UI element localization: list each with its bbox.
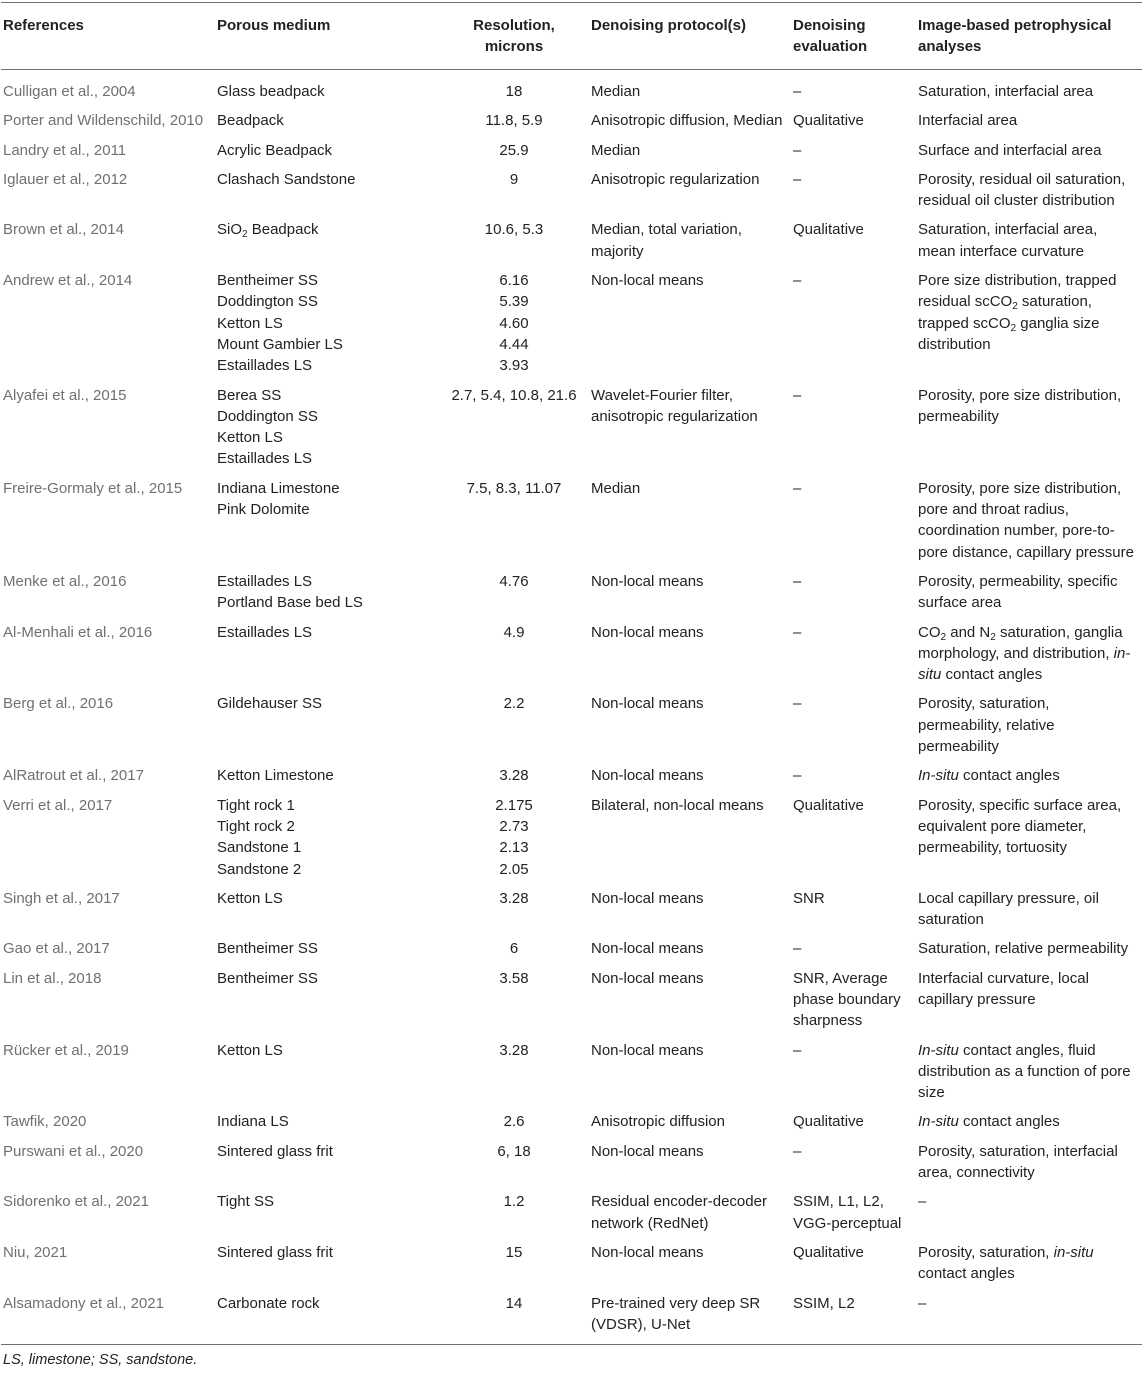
cell-reference: Culligan et al., 2004: [3, 83, 136, 100]
cell-porous-medium: Ketton Limestone: [217, 767, 334, 785]
header-denoising-evaluation: Denoising evaluation: [793, 17, 868, 55]
cell-petrophysical-analyses: In-situ contact angles: [918, 767, 1060, 785]
table-row: [1, 1137, 1142, 1188]
cell-denoising-evaluation: SNR, Average phase boundary sharpness: [793, 969, 901, 1030]
cell-denoising-evaluation: –: [793, 170, 802, 188]
table-row: [1, 689, 1142, 761]
cell-resolution-line: 3.93: [499, 357, 529, 375]
cell-reference: Alsamadony et al., 2021: [3, 1294, 164, 1312]
cell-denoising-evaluation: –: [793, 141, 802, 159]
table-row: [1, 618, 1142, 690]
cell-porous-medium: Glass beadpack: [217, 83, 325, 100]
cell-porous-medium: Tight SS: [217, 1193, 274, 1211]
cell-denoising-evaluation: –: [793, 1041, 802, 1059]
cell-denoising-evaluation: –: [793, 83, 802, 100]
cell-porous-medium: Sintered glass frit: [217, 1142, 333, 1160]
cell-resolution: 2.7, 5.4, 10.8, 21.6: [451, 386, 577, 404]
cell-denoising-evaluation: Qualitative: [793, 1243, 864, 1261]
cell-reference: Porter and Wildenschild, 2010: [3, 112, 204, 130]
cell-porous-medium-line: Estaillades LS: [217, 572, 313, 590]
cell-reference: Rücker et al., 2019: [3, 1041, 129, 1059]
cell-denoising-protocol: Anisotropic regularization: [591, 170, 760, 188]
cell-reference: Purswani et al., 2020: [3, 1142, 144, 1160]
cell-reference: Singh et al., 2017: [3, 889, 120, 907]
cell-reference: Niu, 2021: [3, 1243, 68, 1261]
header-porous-medium: Porous medium: [217, 17, 331, 34]
cell-porous-medium-line: Doddington SS: [217, 293, 318, 311]
cell-denoising-evaluation: –: [793, 767, 802, 785]
cell-denoising-evaluation: –: [793, 272, 802, 290]
cell-denoising-evaluation: –: [793, 572, 802, 590]
cell-denoising-protocol: Median, total variation, majority: [591, 221, 742, 260]
cell-porous-medium: [215, 381, 443, 474]
cell-petrophysical-analyses: Saturation, interfacial area: [918, 83, 1094, 100]
cell-denoising-protocol: Residual encoder-decoder network (RedNet): [591, 1193, 767, 1232]
cell-petrophysical-analyses: Porosity, pore size distribution, permeability: [918, 386, 1122, 425]
cell-denoising-evaluation: –: [793, 623, 802, 641]
cell-denoising-protocol: Non-local means: [591, 969, 704, 987]
cell-porous-medium-line: Indiana Limestone: [217, 479, 340, 497]
cell-porous-medium: Ketton LS: [217, 889, 283, 907]
cell-denoising-evaluation: –: [793, 479, 802, 497]
cell-resolution: 9: [509, 170, 519, 188]
cell-porous-medium-line: Estaillades LS: [217, 357, 313, 375]
cell-porous-medium-line: Portland Base bed LS: [217, 594, 363, 612]
cell-petrophysical-analyses: In-situ contact angles: [918, 1113, 1060, 1131]
cell-porous-medium-line: Ketton LS: [217, 429, 283, 447]
cell-porous-medium-line: Berea SS: [217, 386, 282, 404]
cell-resolution: 25.9: [499, 141, 529, 159]
cell-denoising-protocol: Bilateral, non-local means: [591, 796, 764, 814]
cell-denoising-protocol: Anisotropic diffusion: [591, 1113, 725, 1131]
cell-porous-medium: [215, 266, 443, 380]
cell-porous-medium-line: Bentheimer SS: [217, 272, 318, 290]
cell-petrophysical-analyses: Saturation, interfacial area, mean interface curvature: [918, 221, 1098, 260]
cell-petrophysical-analyses: Porosity, pore size distribution, pore and throat radius, coordination number, pore-to-pore distance, capillary pressure: [918, 479, 1134, 561]
cell-denoising-evaluation: SSIM, L2: [793, 1294, 855, 1312]
cell-denoising-evaluation: SSIM, L1, L2, VGG-perceptual: [793, 1193, 902, 1232]
cell-reference: Al-Menhali et al., 2016: [3, 623, 153, 641]
cell-porous-medium: [215, 791, 443, 884]
cell-denoising-protocol: Non-local means: [591, 572, 704, 590]
cell-denoising-protocol: Non-local means: [591, 767, 704, 785]
table-row: [1, 1187, 1142, 1238]
cell-petrophysical-analyses: In-situ contact angles, fluid distribution as a function of pore size: [918, 1041, 1131, 1102]
cell-petrophysical-analyses: Porosity, saturation, interfacial area, connectivity: [918, 1142, 1118, 1182]
cell-denoising-protocol: Pre-trained very deep SR (VDSR), U-Net: [591, 1294, 761, 1333]
table-row: [1, 964, 1142, 1036]
cell-denoising-protocol: Non-local means: [591, 940, 704, 958]
cell-resolution-line: 4.60: [499, 314, 529, 332]
cell-porous-medium: Gildehauser SS: [217, 695, 323, 713]
cell-denoising-evaluation: –: [793, 1142, 802, 1160]
table-page: [0, 2, 1143, 1368]
table-row: [1, 381, 1142, 474]
cell-petrophysical-analyses: Porosity, specific surface area, equivalent pore diameter, permeability, tortuosity: [918, 796, 1122, 857]
cell-porous-medium-line: Mount Gambier LS: [217, 335, 343, 353]
cell-reference: Verri et al., 2017: [3, 796, 113, 814]
cell-petrophysical-analyses: Saturation, relative permeability: [918, 940, 1129, 958]
cell-resolution: 1.2: [503, 1193, 525, 1211]
cell-petrophysical-analyses: $CO_2$ and $N_2$ saturation, ganglia morphology, and distribution, in-situ contact angles: [918, 623, 1131, 684]
cell-denoising-protocol: Non-local means: [591, 1243, 704, 1261]
table-row: [1, 1107, 1142, 1136]
cell-denoising-protocol: Median: [591, 141, 641, 159]
cell-porous-medium-line: Estaillades LS: [217, 450, 313, 468]
cell-porous-medium-line: Tight rock 1: [217, 796, 295, 814]
cell-petrophysical-analyses: Local capillary pressure, oil saturation: [918, 889, 1099, 929]
cell-denoising-protocol: Non-local means: [591, 272, 704, 290]
cell-denoising-evaluation: –: [793, 940, 802, 958]
cell-reference: Alyafei et al., 2015: [3, 386, 127, 404]
table-row: [1, 474, 1142, 567]
cell-reference: Berg et al., 2016: [3, 695, 114, 713]
cell-denoising-evaluation: SNR: [793, 889, 825, 907]
cell-denoising-protocol: Median: [591, 479, 641, 497]
cell-resolution: 2.6: [503, 1113, 525, 1131]
cell-porous-medium: Sintered glass frit: [217, 1243, 333, 1261]
table-row: [1, 791, 1142, 884]
cell-porous-medium-line: Ketton LS: [217, 314, 283, 332]
cell-denoising-evaluation: Qualitative: [793, 796, 864, 814]
table-row: [1, 567, 1142, 618]
table-row: [1, 266, 1142, 380]
cell-reference: Landry et al., 2011: [3, 141, 127, 159]
cell-porous-medium-line: Doddington SS: [217, 407, 318, 425]
cell-resolution: [443, 266, 589, 380]
table-row: [1, 165, 1142, 216]
cell-porous-medium: Clashach Sandstone: [217, 170, 356, 188]
cell-denoising-evaluation: –: [793, 386, 802, 404]
table-row: [1, 70, 1142, 107]
cell-porous-medium-line: Sandstone 1: [217, 839, 302, 857]
cell-denoising-protocol: Non-local means: [591, 1041, 704, 1059]
cell-resolution-line: 5.39: [499, 293, 529, 311]
cell-porous-medium: Bentheimer SS: [217, 940, 318, 958]
cell-reference: Lin et al., 2018: [3, 969, 102, 987]
table-row: [1, 106, 1142, 135]
cell-resolution: 15: [505, 1243, 523, 1261]
cell-resolution-line: 4.44: [499, 335, 529, 353]
cell-resolution: 3.28: [499, 1041, 529, 1059]
table-row: [1, 1238, 1142, 1289]
cell-resolution: 14: [505, 1294, 523, 1312]
cell-reference: Andrew et al., 2014: [3, 272, 133, 290]
cell-denoising-protocol: Non-local means: [591, 623, 704, 641]
cell-denoising-protocol: Median: [591, 83, 641, 100]
header-petrophysical-analyses: Image-based petrophysical analyses: [918, 17, 1112, 55]
cell-petrophysical-analyses: Porosity, saturation, permeability, relative permeability: [918, 695, 1055, 756]
cell-reference: Menke et al., 2016: [3, 572, 127, 590]
cell-resolution-line: 2.175: [495, 796, 533, 814]
cell-reference: Sidorenko et al., 2021: [3, 1193, 149, 1211]
cell-resolution: 3.58: [499, 969, 529, 987]
table-header-row: [1, 3, 1142, 70]
cell-resolution: 7.5, 8.3, 11.07: [466, 479, 562, 497]
cell-denoising-protocol: Anisotropic diffusion, Median: [591, 112, 783, 130]
table-row: [1, 934, 1142, 963]
cell-petrophysical-analyses: Porosity, residual oil saturation, residual oil cluster distribution: [918, 170, 1126, 210]
cell-petrophysical-analyses: Porosity, permeability, specific surface area: [918, 572, 1118, 612]
cell-reference: Tawfik, 2020: [3, 1113, 87, 1131]
references-table: [1, 2, 1142, 1345]
cell-porous-medium: SiO$_2$ Beadpack: [217, 221, 319, 241]
table-row: [1, 884, 1142, 935]
cell-resolution-line: 2.73: [499, 817, 529, 835]
header-resolution: Resolution, microns: [473, 17, 555, 55]
cell-denoising-protocol: Wavelet-Fourier filter, anisotropic regularization: [591, 386, 758, 425]
cell-porous-medium: Indiana LS: [217, 1113, 289, 1131]
cell-petrophysical-analyses: Surface and interfacial area: [918, 141, 1102, 159]
cell-petrophysical-analyses: Porosity, saturation, in-situ contact angles: [918, 1243, 1094, 1283]
cell-petrophysical-analyses: Interfacial curvature, local capillary pressure: [918, 969, 1089, 1008]
header-denoising-protocol: Denoising protocol(s): [591, 17, 746, 34]
cell-reference: Iglauer et al., 2012: [3, 170, 128, 188]
cell-porous-medium-line: Sandstone 2: [217, 860, 302, 878]
cell-denoising-evaluation: Qualitative: [793, 1113, 864, 1131]
cell-resolution: 11.8, 5.9: [485, 112, 543, 130]
cell-resolution-line: 2.05: [499, 860, 529, 878]
cell-porous-medium: Bentheimer SS: [217, 969, 318, 987]
cell-denoising-evaluation: Qualitative: [793, 221, 864, 239]
table-row: [1, 761, 1142, 790]
cell-resolution: 4.76: [499, 572, 529, 590]
cell-reference: Freire-Gormaly et al., 2015: [3, 479, 183, 497]
header-references: References: [3, 17, 84, 34]
cell-resolution: 4.9: [503, 623, 525, 641]
cell-porous-medium: [215, 474, 443, 567]
cell-petrophysical-analyses: –: [918, 1193, 927, 1211]
cell-porous-medium: Acrylic Beadpack: [217, 141, 333, 159]
cell-porous-medium: [215, 567, 443, 618]
table-row: [1, 1289, 1142, 1345]
cell-resolution: 6: [509, 940, 519, 958]
cell-porous-medium-line: Tight rock 2: [217, 817, 295, 835]
cell-reference: AlRatrout et al., 2017: [3, 767, 144, 785]
table-footnote: LS, limestone; SS, sandstone.: [3, 1352, 198, 1369]
cell-resolution: [443, 791, 589, 884]
cell-porous-medium-line: Pink Dolomite: [217, 501, 310, 519]
table-row: [1, 215, 1142, 266]
cell-resolution: 3.28: [499, 767, 529, 785]
cell-resolution: 10.6, 5.3: [484, 221, 544, 239]
cell-denoising-protocol: Non-local means: [591, 889, 704, 907]
cell-denoising-evaluation: –: [793, 695, 802, 713]
table-row: [1, 1036, 1142, 1108]
cell-porous-medium: Estaillades LS: [217, 623, 313, 641]
cell-reference: Gao et al., 2017: [3, 940, 110, 958]
cell-porous-medium: Carbonate rock: [217, 1294, 320, 1312]
cell-resolution: 2.2: [503, 695, 525, 713]
table-body: [1, 70, 1142, 1345]
cell-resolution: 18: [505, 83, 523, 100]
cell-denoising-protocol: Non-local means: [591, 695, 704, 713]
cell-resolution: 6, 18: [497, 1142, 531, 1160]
cell-resolution-line: 2.13: [499, 839, 529, 857]
cell-resolution-line: 6.16: [499, 272, 529, 290]
cell-reference: Brown et al., 2014: [3, 221, 124, 239]
cell-denoising-evaluation: Qualitative: [793, 112, 864, 130]
cell-porous-medium: Ketton LS: [217, 1041, 283, 1059]
cell-denoising-protocol: Non-local means: [591, 1142, 704, 1160]
table-row: [1, 136, 1142, 165]
cell-porous-medium: Beadpack: [217, 112, 284, 130]
cell-resolution: 3.28: [499, 889, 529, 907]
cell-petrophysical-analyses: Pore size distribution, trapped residual scCO$_2$ saturation, trapped scCO$_2$ ganglia size distribution: [918, 272, 1117, 353]
cell-petrophysical-analyses: Interfacial area: [918, 112, 1018, 130]
cell-petrophysical-analyses: –: [918, 1294, 927, 1312]
